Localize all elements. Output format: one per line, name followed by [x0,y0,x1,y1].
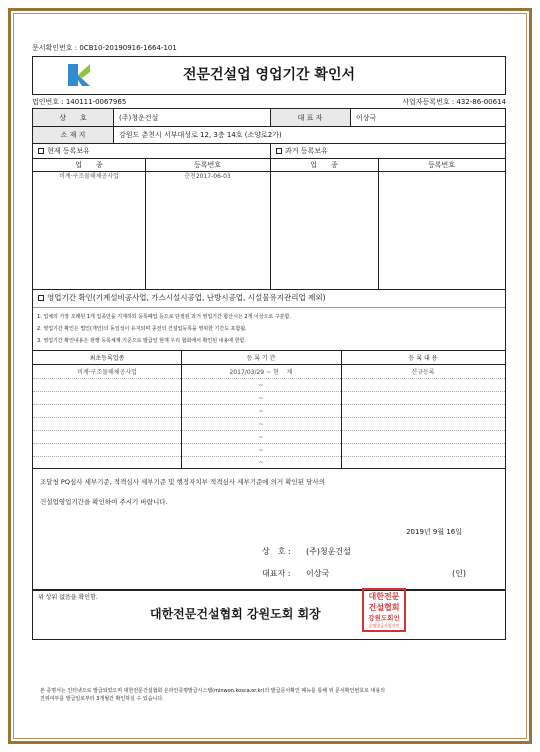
sign-rep-value: 이상국 [306,569,330,578]
current-col-number: 등록번호 [193,161,222,169]
request-line-1: 조달청 PQ심사 세부기준, 적격심사 세부기준 및 행정자치부 적격심사 세부기준에 의거 확인된 당사의 [40,478,325,486]
period-row-content: 신규등록 [411,369,435,376]
period-col-period: 등 록 기 간 [246,355,276,362]
divider [33,143,505,144]
rep-label: 대 표 자 [297,113,323,122]
period-row-type: 비계·구조물해체공사업 [77,369,137,376]
checkbox-icon [276,148,282,154]
divider [270,109,271,126]
checkbox-icon [38,295,44,301]
current-reg-title-text: 현재 등록보유 [47,147,90,155]
checkbox-icon [38,148,44,154]
rep-name: 이상국 [356,113,377,122]
official-seal [362,588,406,632]
sign-company-label: 상 호 : [262,547,291,556]
period-note-3: 3. 영업기간 확인내용은 현행 등록체계 기준으로 발급일 현재 우리 협회에서 확인된 내용에 한함. [37,338,246,344]
request-line-2: 건설업영업기간을 확인하여 주시기 바랍니다. [40,498,168,506]
company-name: (주)청운건설 [119,113,159,122]
past-col-number: 등록번호 [427,161,456,169]
sign-mark: (인) [452,569,466,578]
past-reg-title [276,147,328,156]
divider [33,171,505,172]
divider [33,468,505,469]
footer-line-2: 진위여부를 발급일로부터 3개월간 확인하실 수 있습니다. [40,696,164,702]
corp-number: 법인번호 : 140111-0067965 [32,98,127,106]
past-col-type: 업 종 [310,161,338,169]
period-note-1: 1. 업체의 가장 오래된 1개 업종만을 기재하되 등록폐업 등으로 단절된 과거 영업기간 합산시는 2개 이상으로 구분함. [37,314,291,320]
current-reg-type: 비계·구조물해체공사업 [59,173,119,180]
current-col-type: 업 종 [75,161,103,169]
issuer-name: 대한전문건설협회 강원도회 회장 [150,607,321,621]
period-row-empty: ~ [258,459,264,466]
confirm-text: 위 상위 없음을 확인함. [38,594,98,601]
period-row-empty: ~ [258,394,264,402]
seal-line-2: 건설협회 [368,603,400,612]
divider [378,159,379,289]
seal-line-3: 강원도회인 [368,614,400,622]
sign-company-value: (주)청운건설 [306,547,351,556]
period-note-2: 2. 영업기간 확인은 법인(개인)의 동일성이 유지되며 종전의 건설업등록을 영위한 기간도 포함됨. [37,326,247,332]
current-reg-number: 춘천2017-06-03 [184,173,231,180]
divider [350,109,351,126]
divider [33,289,505,290]
period-title-text: 영업기간 확인(기계설비공사업, 가스시설시공업, 난방시공업, 시설물유지관리업 제외) [47,293,326,302]
issue-date: 2019년 9월 16일 [406,528,462,536]
period-row-empty: ~ [258,433,264,441]
period-row-period: 2017/03/29 ~ 현 재 [229,369,293,376]
period-col-type: 최초등록업종 [89,355,125,362]
period-row-empty: ~ [258,407,264,415]
sign-rep-label: 대표자 : [262,569,291,578]
address-label: 소 재 지 [60,131,86,139]
period-row-empty: ~ [258,446,264,454]
period-col-content: 등 록 내 용 [408,355,438,362]
seal-bottom: 증명발급사업자인 [368,623,400,628]
seal-line-1: 대한전문 [368,592,400,601]
company-label: 상 호 [59,113,87,122]
page-title: 전문건설업 영업기간 확인서 [182,67,356,83]
footer-line-1: 본 증명서는 인터넷으로 발급되었으며 대한전문건설협회 온라인증명발급시스템(minwon.kosca.or.kr)의 발급문서확인 메뉴를 통해 위 문서확인번호로 내용의 [40,688,386,694]
period-row-empty: ~ [258,420,264,428]
past-reg-title-text: 과거 등록보유 [285,147,328,155]
doc-confirm-number: 문서확인번호 : 0CB10-20190916-1664-101 [32,44,177,52]
period-row-empty: ~ [258,381,264,389]
period-title [38,293,326,303]
biz-number: 사업자등록번호 : 432-86-00614 [402,98,506,106]
current-reg-title [38,147,90,156]
address-value: 강원도 춘천시 서부대성로 12, 3층 14호 (소양로2가) [119,131,282,139]
divider [33,307,505,308]
